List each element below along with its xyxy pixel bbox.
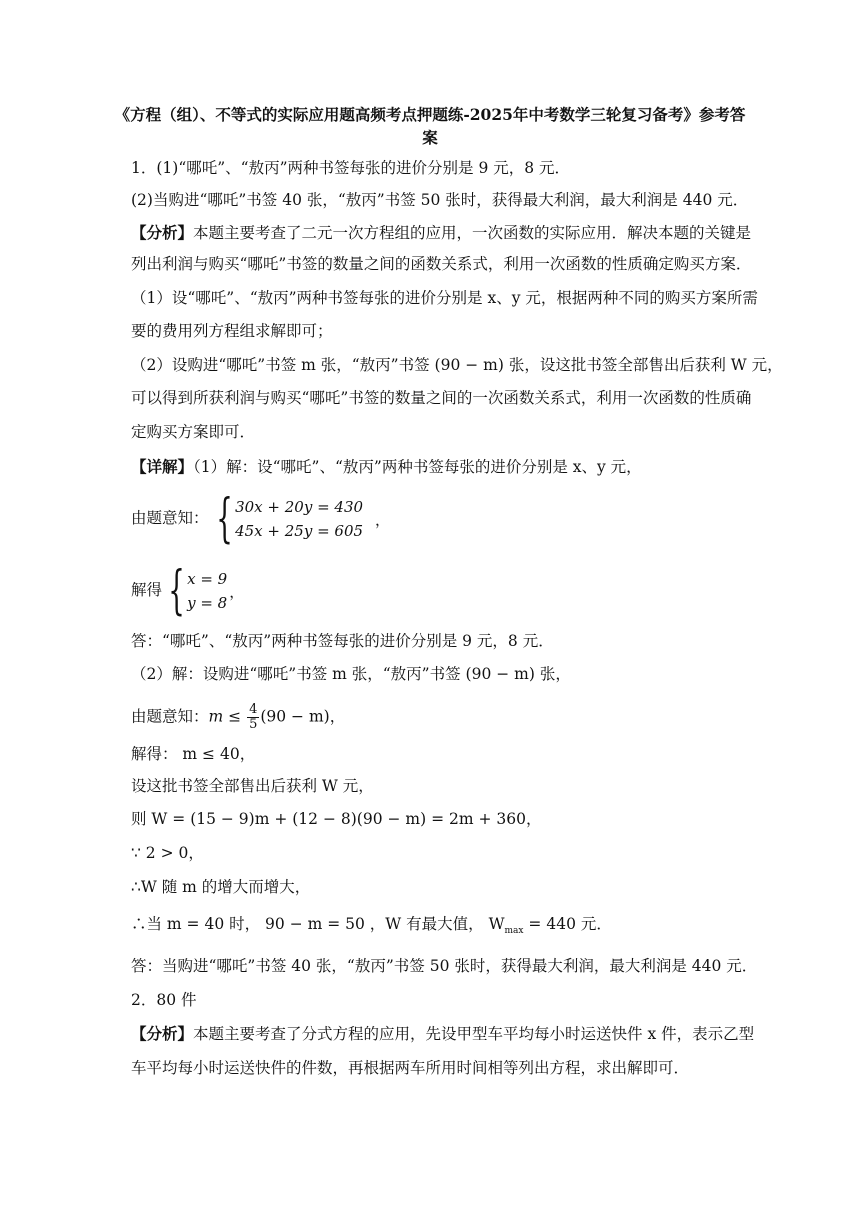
brace-glyph: {	[168, 561, 185, 621]
solution-comma: ，	[229, 582, 245, 601]
solve-line: 解得： m ≤ 40，	[131, 745, 256, 763]
solution-2: y = 8	[187, 594, 228, 612]
max-value: = 440 元．	[523, 915, 612, 933]
equation-2: 45x + 25y = 605	[235, 522, 364, 540]
analysis-tag-2: 【分析】	[131, 1024, 194, 1043]
solution-label: 解得	[131, 581, 163, 599]
inequality-lhs: m ≤	[208, 707, 247, 726]
answer-1-part-2: (2)当购进“哪吒”书签 40 张，“敖丙”书签 50 张时，获得最大利润，最大利润是 440 元．	[131, 191, 749, 209]
solution-system	[160, 561, 245, 621]
answer-2: 2．80 件	[131, 991, 197, 1009]
because-line: ∵ 2 > 0，	[131, 844, 204, 862]
document-title: 《方程（组）、不等式的实际应用题高频考点押题练-2025年中考数学三轮复习备考》参考答案	[114, 105, 746, 147]
analysis-line-4: 要的费用列方程组求解即可；	[131, 322, 333, 340]
max-subscript: max	[504, 926, 524, 937]
analysis-2-text: 本题主要考查了分式方程的应用，先设甲型车平均每小时运送快件 x 件，表示乙型	[193, 1025, 755, 1043]
therefore-line-2	[131, 913, 741, 942]
therefore-line-1: ∴W 随 m 的增大而增大，	[131, 878, 311, 896]
inequality-line	[131, 703, 741, 732]
analysis-text: 本题主要考查了二元一次方程组的应用，一次函数的实际应用．解决本题的关键是	[193, 224, 752, 242]
equation-label: 由题意知：	[131, 509, 209, 527]
inequality-rhs: (90 − m)，	[260, 707, 346, 726]
detail-part-2: （2）解：设购进“哪吒”书签 m 张，“敖丙”书签 (90 − m) 张，	[131, 665, 571, 683]
analysis-line-3: （1）设“哪吒”、“敖丙”两种书签每张的进价分别是 x、y 元，根据两种不同的购买方案所需	[131, 289, 758, 307]
analysis-2-line-1	[131, 1023, 755, 1045]
fraction-denominator: 5	[249, 717, 258, 732]
equation-system	[208, 489, 391, 549]
answer-line-2: 答：当购进“哪吒”书签 40 张，“敖丙”书签 50 张时，获得最大利润，最大利润是 440 元．	[131, 957, 758, 975]
answer-1-part-1: 1．(1)“哪吒”、“敖丙”两种书签每张的进价分别是 9 元，8 元．	[131, 159, 571, 177]
analysis-line-5: （2）设购进“哪吒”书签 m 张，“敖丙”书签 (90 − m) 张，设这批书签全部售出后获利 W 元，	[131, 356, 783, 374]
profit-define-line: 设这批书签全部售出后获利 W 元，	[131, 777, 374, 795]
equation-1: 30x + 20y = 430	[235, 498, 364, 516]
detail-line-1	[131, 456, 741, 478]
detail-tag: 【详解】	[131, 457, 194, 476]
detail-text: （1）解：设“哪吒”、“敖丙”两种书签每张的进价分别是 x、y 元，	[193, 458, 642, 476]
analysis-2-line-2: 车平均每小时运送快件的件数，再根据两车所用时间相等列出方程，求出解即可．	[131, 1059, 690, 1077]
equation-comma: ，	[375, 510, 391, 529]
answer-line-1: 答：“哪吒”、“敖丙”两种书签每张的进价分别是 9 元，8 元．	[131, 632, 554, 650]
analysis-line-6: 可以得到所获利润与购买“哪吒”书签的数量之间的一次函数关系式，利用一次函数的性质确	[131, 389, 752, 407]
analysis-tag: 【分析】	[131, 223, 194, 242]
analysis-paragraph-1	[131, 222, 752, 244]
fraction	[247, 703, 259, 732]
inequality-label: 由题意知：	[131, 707, 209, 726]
analysis-line-2: 列出利润与购买“哪吒”书签的数量之间的函数关系式，利用一次函数的性质确定购买方案．	[131, 255, 752, 273]
brace-glyph: {	[216, 489, 233, 549]
analysis-line-7: 定购买方案即可．	[131, 423, 256, 441]
solution-1: x = 9	[187, 570, 228, 588]
max-text: ∴当 m = 40 时， 90 − m = 50 ，W 有最大值， W	[131, 915, 505, 933]
profit-function-line: 则 W = (15 − 9)m + (12 − 8)(90 − m) = 2m + 360，	[131, 810, 542, 828]
fraction-numerator: 4	[249, 702, 258, 717]
